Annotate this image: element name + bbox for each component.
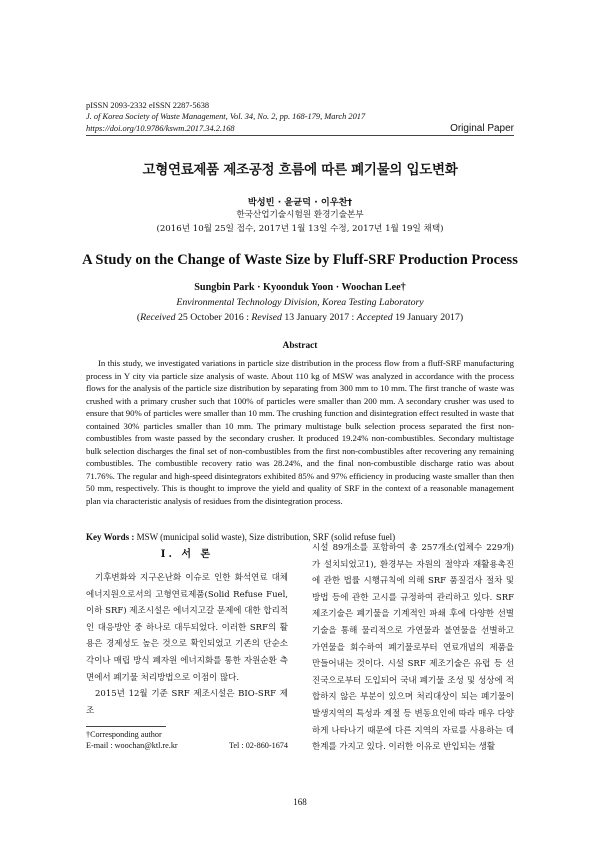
section-heading-introduction: I. 서 론 — [160, 549, 214, 560]
doi-link[interactable]: https://doi.org/10.9786/kswm.2017.34.2.168 — [86, 123, 235, 133]
intro-paragraph-1: 기후변화와 지구온난화 이슈로 인한 화석연료 대체 에너지원으로서의 고형연료제품(Solid Refuse Fuel, 이하 SRF) 제조시설은 에너지고갈 문제에 대한 합리적인 대응방안 중 하나로 대두되었다. 이러한 SRF의 활용은 경제성도 높은 것으로 확인되었고 기존의 단순소각이나 매립 방식 폐자원 에너지화를 통한 자원순환 측면에서 폐기물 처리방법으로 이점이 많다. — [86, 573, 288, 683]
english-dates: (Received 25 October 2016 : Revised 13 January 2017 : Accepted 19 January 2017) — [136, 312, 464, 323]
intro-paragraph-2: 2015년 12월 기준 SRF 제조시설은 BIO-SRF 제조 — [86, 689, 288, 716]
footnote — [86, 729, 288, 751]
abstract-heading: Abstract — [282, 341, 318, 351]
keywords-text: MSW (municipal solid waste), Size distribution, SRF (solid refuse fuel) — [134, 532, 396, 542]
english-affiliation: Environmental Technology Division, Korea Testing Laboratory — [176, 297, 424, 308]
korean-affiliation: 한국산업기술시험원 환경기술본부 — [236, 210, 364, 220]
issn-line: pISSN 2093-2332 eISSN 2287-5638 — [86, 101, 210, 110]
right-column — [312, 540, 514, 756]
korean-authors: 박성빈 · 윤균덕 · 이우찬† — [247, 197, 353, 208]
korean-title: 고형연료제품 제조공정 흐름에 따른 폐기물의 입도변화 — [142, 162, 458, 178]
english-authors: Sungbin Park · Kyoonduk Yoon · Woochan Lee† — [194, 282, 406, 293]
page-number: 168 — [293, 797, 307, 807]
corresponding-author-label: †Corresponding author — [86, 730, 162, 739]
journal-header — [86, 100, 365, 134]
left-column — [86, 570, 288, 719]
article-type: Original Paper — [450, 123, 514, 134]
intro-paragraph-continued: 시설 89개소를 포함하여 총 257개소(업체수 229개)가 설치되었고1), 환경부는 자원의 절약과 재활용촉진에 관한 법률 시행규칙에 의해 SRF 품질검사 절차 및 방법 등에 관한 고시를 규정하여 관리하고 있다. SRF 제조기술은 폐기물을 기계적인 파쇄 후에 다양한 선별기술을 통해 물리적으로 가연물과 불연물을 선별하고 가연물을 회수하여 폐기물로부터 연료개념의 제품을 만들어내는 것이다. 시설 SRF 제조기술은 유럽 등 선진국으로부터 도입되어 국내 폐기물 조성 및 성상에 적합하지 않은 부분이 있으며 처리대상이 되는 폐기물이 발생지역의 특성과 계절 등 변동요인에 따라 매우 다양하게 나타나기 때문에 다른 지역의 자료를 사용하는 데 한계를 가지고 있다. 이러한 이유로 반입되는 생활 — [312, 543, 514, 753]
corresponding-tel: Tel : 02-860-1674 — [228, 741, 288, 750]
footnote-divider — [86, 726, 166, 727]
english-title: A Study on the Change of Waste Size by Fluff-SRF Production Process — [82, 252, 518, 268]
keywords-label: Key Words : — [86, 532, 135, 542]
corresponding-email[interactable]: E-mail : woochan@ktl.re.kr — [86, 741, 178, 750]
abstract-text: In this study, we investigated variations in particle size distribution in the process flow from a fluff-SRF manufacturing process in Y city via particle size analysis of waste. About 110 kg of MSW was analyzed in accordance with the process flows for the analysis of the particle size distribution by separating from 300 mm to 10 mm. The first tranche of waste was crushed with a primary crusher such that 100% of particles were smaller than 200 mm. A secondary crusher was used to ensure that 90% of particles were smaller than 10 mm. The crushing function and disintegration effect resulted in waste that contained 30% particles smaller than 10 mm. The primary multistage bulk selection process separated the first non-combustibles from waste passed by the secondary crusher. It produced 19.24% non-combustibles. Secondary multistage bulk selection discharges the final set of non-combustibles from the first non-combustibles after recovering any remaining combustibles. The combustible recovery ratio was 28.24%, and the final non-combustible discharge ratio was about 71.76%. The regular and high-speed disintegrators exhibited 85% and 97% efficiency in producing waste smaller than then 50 mm, respectively. This is thought to improve the yield and quality of SRF in the context of a reasonable management plan via characteristic analysis of residues from the disintegration process. — [86, 358, 514, 507]
korean-dates: (2016년 10월 25일 접수, 2017년 1월 13일 수정, 2017년 1월 19일 채택) — [156, 224, 444, 234]
header-divider — [86, 135, 514, 136]
journal-citation: J. of Korea Society of Waste Management, Vol. 34, No. 2, pp. 168-179, March 2017 — [86, 112, 366, 122]
